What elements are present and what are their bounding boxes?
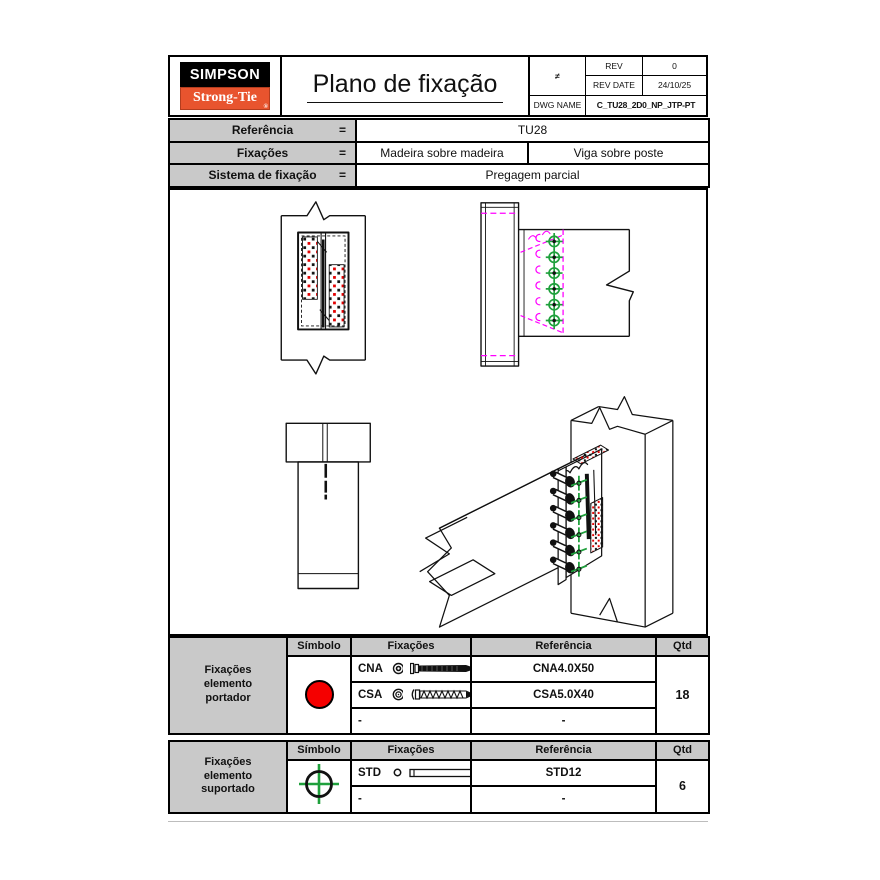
logo-strongtie (180, 87, 270, 110)
rev-date-value: 24/10/25 (642, 76, 706, 95)
group-label-line: suportado (201, 783, 255, 796)
nail-icon (410, 662, 470, 675)
green-crosshair-symbol-icon (296, 761, 342, 807)
column-header-simbolo: Símbolo (287, 637, 351, 656)
front-view-drawing (281, 201, 365, 373)
group-label-line: elemento (203, 678, 253, 691)
table-header-row (169, 637, 709, 656)
dowel-icon (409, 767, 470, 779)
reference-cell: CSA5.0X40 (471, 682, 656, 708)
symbol-cell (287, 760, 351, 813)
logo-cell (170, 57, 282, 115)
info-value: TU28 (356, 119, 709, 142)
info-value: Viga sobre poste (528, 142, 709, 165)
fixation-cell (351, 708, 471, 734)
info-label: Sistema de fixação (208, 168, 317, 183)
fixation-cell (351, 682, 471, 708)
group-label (169, 637, 287, 734)
column-header-referencia: Referência (471, 637, 656, 656)
rev-value: 0 (642, 57, 706, 76)
isometric-view-drawing (420, 396, 673, 626)
info-label: Referência (231, 123, 294, 138)
drawing-sheet (168, 55, 708, 822)
title-cell (282, 57, 530, 115)
dowel-symbols (546, 233, 563, 329)
info-label-cell (169, 164, 356, 187)
side-view-drawing (481, 202, 633, 365)
revision-block (530, 57, 706, 115)
quantity-cell: 18 (656, 656, 709, 734)
fastener-table-suportado (168, 740, 710, 814)
sheet-bottom-edge (168, 821, 708, 822)
std-marker-icon (392, 767, 402, 778)
fixation-code: STD (358, 766, 381, 779)
registered-mark: ® (263, 104, 268, 110)
equals-sign: = (338, 168, 346, 183)
column-header-referencia: Referência (471, 741, 656, 760)
quantity-cell: 6 (656, 760, 709, 813)
column-header-fixacoes: Fixações (351, 637, 471, 656)
reference-info-table (168, 118, 710, 188)
cna-marker-icon (392, 662, 403, 675)
group-label-line: portador (205, 691, 251, 704)
rev-label: REV (585, 57, 642, 76)
fixation-code: CNA (358, 662, 383, 675)
info-label-cell (169, 142, 356, 165)
symbol-cell (287, 656, 351, 734)
simpson-strongtie-logo (180, 62, 270, 110)
technical-drawing-area (168, 188, 708, 636)
column-header-qtd: Qtd (656, 741, 709, 760)
title-block (168, 55, 708, 117)
column-header-simbolo: Símbolo (287, 741, 351, 760)
info-value: Madeira sobre madeira (356, 142, 528, 165)
fastener-table-portador (168, 636, 710, 735)
fixation-code: - (358, 714, 362, 727)
page-title: Plano de fixação (307, 70, 504, 103)
table-row (169, 119, 709, 142)
fixation-cell (351, 786, 471, 813)
dwg-name-value: C_TU28_2D0_NP_JTP-PT (585, 96, 706, 115)
reference-cell: - (471, 786, 656, 813)
red-circle-symbol-icon (305, 680, 334, 709)
equals-sign: = (338, 145, 346, 160)
column-header-qtd: Qtd (656, 637, 709, 656)
info-label-cell (169, 119, 356, 142)
info-label: Fixações (236, 145, 289, 160)
group-label-line: Fixações (204, 664, 252, 677)
fixation-cell (351, 656, 471, 682)
csa-marker-icon (392, 688, 403, 701)
equals-sign: = (338, 123, 346, 138)
reference-cell: CNA4.0X50 (471, 656, 656, 682)
fixation-code: CSA (358, 688, 383, 701)
rev-date-label: REV DATE (585, 76, 642, 95)
fixation-code: - (358, 793, 362, 806)
table-header-row (169, 741, 709, 760)
table-row (169, 164, 709, 187)
dwg-name-label: DWG NAME (533, 100, 582, 111)
logo-simpson: SIMPSON (180, 62, 270, 87)
column-header-fixacoes: Fixações (351, 741, 471, 760)
reference-cell: - (471, 708, 656, 734)
group-label-line: elemento (203, 769, 253, 782)
fixation-cell (351, 760, 471, 787)
group-label (169, 741, 287, 813)
reference-cell: STD12 (471, 760, 656, 787)
top-view-drawing (286, 423, 370, 588)
logo-strongtie-text: Strong-Tie (192, 90, 258, 105)
group-label-line: Fixações (204, 755, 252, 768)
screw-icon (410, 688, 470, 701)
not-equal-symbol-icon: ≠ (530, 57, 585, 96)
info-value: Pregagem parcial (356, 164, 709, 187)
technical-drawing (170, 190, 705, 633)
table-row (169, 142, 709, 165)
